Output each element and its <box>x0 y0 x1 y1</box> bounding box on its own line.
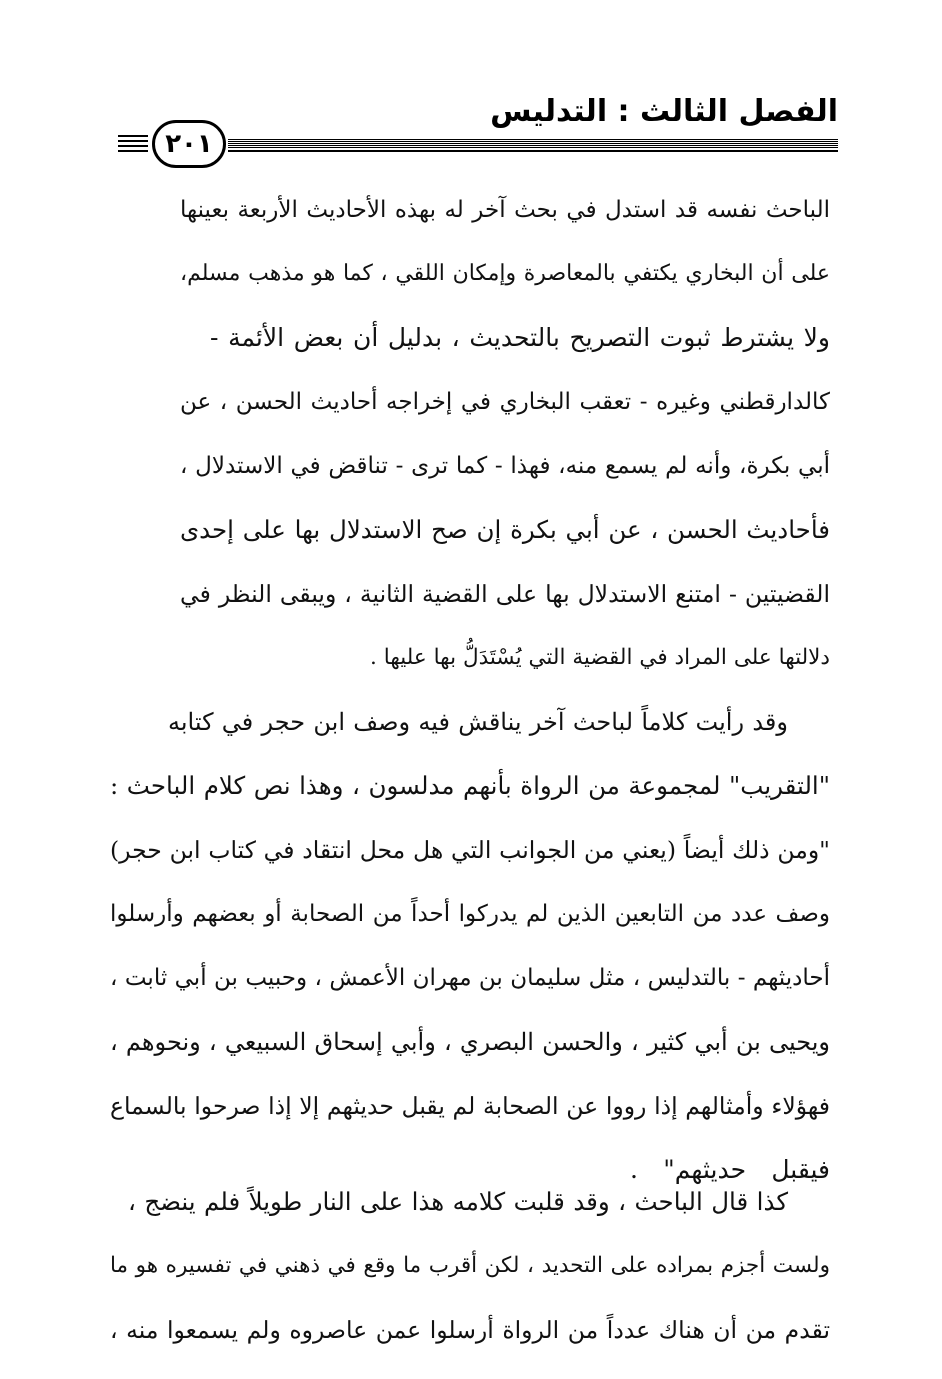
text-line-15: فهؤلاء وأمثالهم إذا رووا عن الصحابة لم يقبل حديثهم إلا إذا صرحوا بالسماع <box>110 1092 830 1120</box>
chapter-title: الفصل الثالث : التدليس <box>490 94 838 129</box>
text-line-7: القضيتين - امتنع الاستدلال بها على القضية الثانية ، ويبقى النظر في <box>180 580 830 608</box>
text-line-9: وقد رأيت كلاماً لباحث آخر يناقش فيه وصف ابن حجر في كتابه <box>168 708 788 736</box>
text-line-14: ويحيى بن أبي كثير ، والحسن البصري ، وأبي إسحاق السبيعي ، ونحوهم ، <box>110 1028 830 1056</box>
header-rule-thin <box>228 150 838 152</box>
text-line-13: أحاديثهم - بالتدليس ، مثل سليمان بن مهران الأعمش ، وحبيب بن أبي ثابت ، <box>110 965 830 991</box>
text-line-10: "التقريب" لمجموعة من الرواة بأنهم مدلسون ، وهذا نص كلام الباحث : <box>110 771 830 800</box>
header-rule <box>228 138 838 148</box>
text-line-11: "ومن ذلك أيضاً (يعني من الجوانب التي هل محل انتقاد في كتاب ابن حجر) <box>110 836 830 864</box>
text-line-5: أبي بكرة، وأنه لم يسمع منه، فهذا - كما ترى - تناقض في الاستدلال ، <box>180 453 830 479</box>
text-line-8: دلالتها على المراد في القضية التي يُسْتَدَلُّ بها عليها . <box>370 645 830 670</box>
text-line-3: ولا يشترط ثبوت التصريح بالتحديث ، بدليل أن بعض الأئمة - <box>210 323 830 352</box>
text-line-1: الباحث نفسه قد استدل في بحث آخر له بهذه الأحاديث الأربعة بعينها <box>180 197 830 223</box>
text-line-19: تقدم من أن هناك عدداً من الرواة أرسلوا عمن عاصروه ولم يسمعوا منه ، <box>110 1316 830 1344</box>
text-line-17: كذا قال الباحث ، وقد قلبت كلامه هذا على النار طويلاً فلم ينضج ، <box>128 1187 788 1216</box>
page-number: ٢٠١ <box>165 129 213 159</box>
header-ornament <box>118 134 148 152</box>
text-line-16: فيقبل حديثهم" . <box>630 1155 830 1184</box>
page-number-badge <box>152 120 226 168</box>
text-line-2: على أن البخاري يكتفي بالمعاصرة وإمكان اللقي ، كما هو مذهب مسلم، <box>180 261 830 286</box>
page-header <box>118 92 838 172</box>
text-line-4: كالدارقطني وغيره - تعقب البخاري في إخراجه أحاديث الحسن ، عن <box>180 389 830 415</box>
text-line-18: ولست أجزم بمراده على التحديد ، لكن أقرب ما وقع في ذهني في تفسيره هو ما <box>110 1253 830 1278</box>
text-line-12: وصف عدد من التابعين الذين لم يدركوا أحداً من الصحابة أو بعضهم وأرسلوا <box>110 901 830 927</box>
text-line-6: فأحاديث الحسن ، عن أبي بكرة إن صح الاستدلال بها على إحدى <box>180 515 830 544</box>
